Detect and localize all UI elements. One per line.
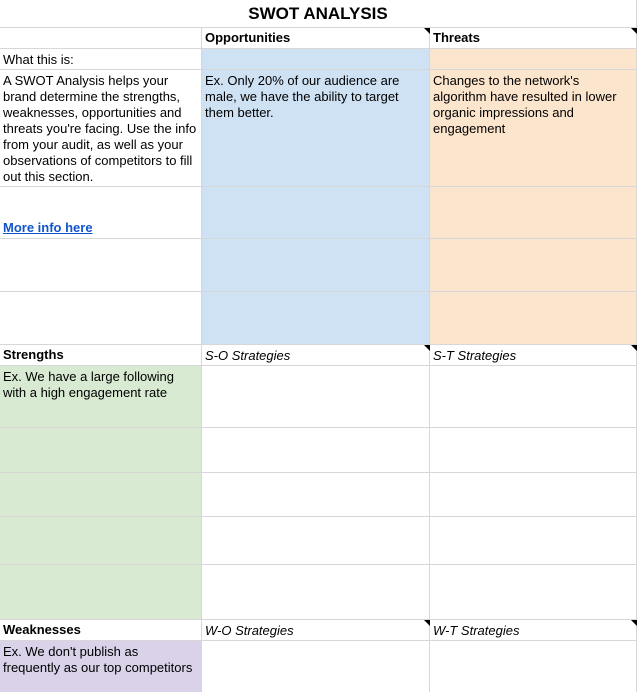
threats-comment-marker[interactable] bbox=[631, 28, 637, 34]
strengths-cell-3[interactable] bbox=[0, 473, 202, 517]
so-cell-2[interactable] bbox=[202, 428, 430, 473]
threats-header[interactable]: Threats bbox=[430, 28, 637, 49]
st-strategies-header[interactable]: S-T Strategies bbox=[430, 345, 637, 366]
wt-cell-1[interactable] bbox=[430, 641, 637, 692]
opportunities-cell-1[interactable] bbox=[202, 49, 430, 70]
strengths-header[interactable]: Strengths bbox=[0, 345, 202, 366]
cell-blank-a7[interactable] bbox=[0, 292, 202, 345]
cell-blank-a2[interactable] bbox=[0, 28, 202, 49]
weaknesses-header[interactable]: Weaknesses bbox=[0, 620, 202, 641]
opportunities-example[interactable]: Ex. Only 20% of our audience are male, we have the ability to target them better. bbox=[202, 70, 430, 187]
strengths-cell-5[interactable] bbox=[0, 565, 202, 620]
st-cell-4[interactable] bbox=[430, 517, 637, 565]
st-cell-2[interactable] bbox=[430, 428, 637, 473]
so-cell-3[interactable] bbox=[202, 473, 430, 517]
strengths-cell-4[interactable] bbox=[0, 517, 202, 565]
wo-comment-marker[interactable] bbox=[424, 620, 430, 626]
opportunities-comment-marker[interactable] bbox=[424, 28, 430, 34]
so-strategies-header[interactable]: S-O Strategies bbox=[202, 345, 430, 366]
wo-cell-1[interactable] bbox=[202, 641, 430, 692]
so-cell-4[interactable] bbox=[202, 517, 430, 565]
so-comment-marker[interactable] bbox=[424, 345, 430, 351]
so-cell-5[interactable] bbox=[202, 565, 430, 620]
opportunities-cell-5[interactable] bbox=[202, 292, 430, 345]
wo-strategies-header[interactable]: W-O Strategies bbox=[202, 620, 430, 641]
more-info-cell bbox=[0, 187, 202, 239]
st-cell-1[interactable] bbox=[430, 366, 637, 428]
more-info-link[interactable]: More info here bbox=[3, 220, 93, 235]
page-title[interactable]: SWOT ANALYSIS bbox=[0, 0, 637, 28]
threats-cell-5[interactable] bbox=[430, 292, 637, 345]
wt-comment-marker[interactable] bbox=[631, 620, 637, 626]
st-comment-marker[interactable] bbox=[631, 345, 637, 351]
opportunities-cell-3[interactable] bbox=[202, 187, 430, 239]
st-cell-5[interactable] bbox=[430, 565, 637, 620]
threats-cell-3[interactable] bbox=[430, 187, 637, 239]
opportunities-header[interactable]: Opportunities bbox=[202, 28, 430, 49]
so-cell-1[interactable] bbox=[202, 366, 430, 428]
strengths-example[interactable]: Ex. We have a large following with a high engagement rate bbox=[0, 366, 202, 428]
threats-cell-1[interactable] bbox=[430, 49, 637, 70]
threats-example[interactable]: Changes to the network's algorithm have resulted in lower organic impressions and engagement bbox=[430, 70, 637, 187]
intro-heading[interactable]: What this is: bbox=[0, 49, 202, 70]
intro-body[interactable]: A SWOT Analysis helps your brand determine the strengths, weaknesses, opportunities and threats you're facing. Use the info from your audit, as well as your observations of competitors to fill out this section. bbox=[0, 70, 202, 187]
weaknesses-example[interactable]: Ex. We don't publish as frequently as our top competitors bbox=[0, 641, 202, 692]
threats-cell-4[interactable] bbox=[430, 239, 637, 292]
opportunities-cell-4[interactable] bbox=[202, 239, 430, 292]
wt-strategies-header[interactable]: W-T Strategies bbox=[430, 620, 637, 641]
cell-blank-a6[interactable] bbox=[0, 239, 202, 292]
st-cell-3[interactable] bbox=[430, 473, 637, 517]
strengths-cell-2[interactable] bbox=[0, 428, 202, 473]
